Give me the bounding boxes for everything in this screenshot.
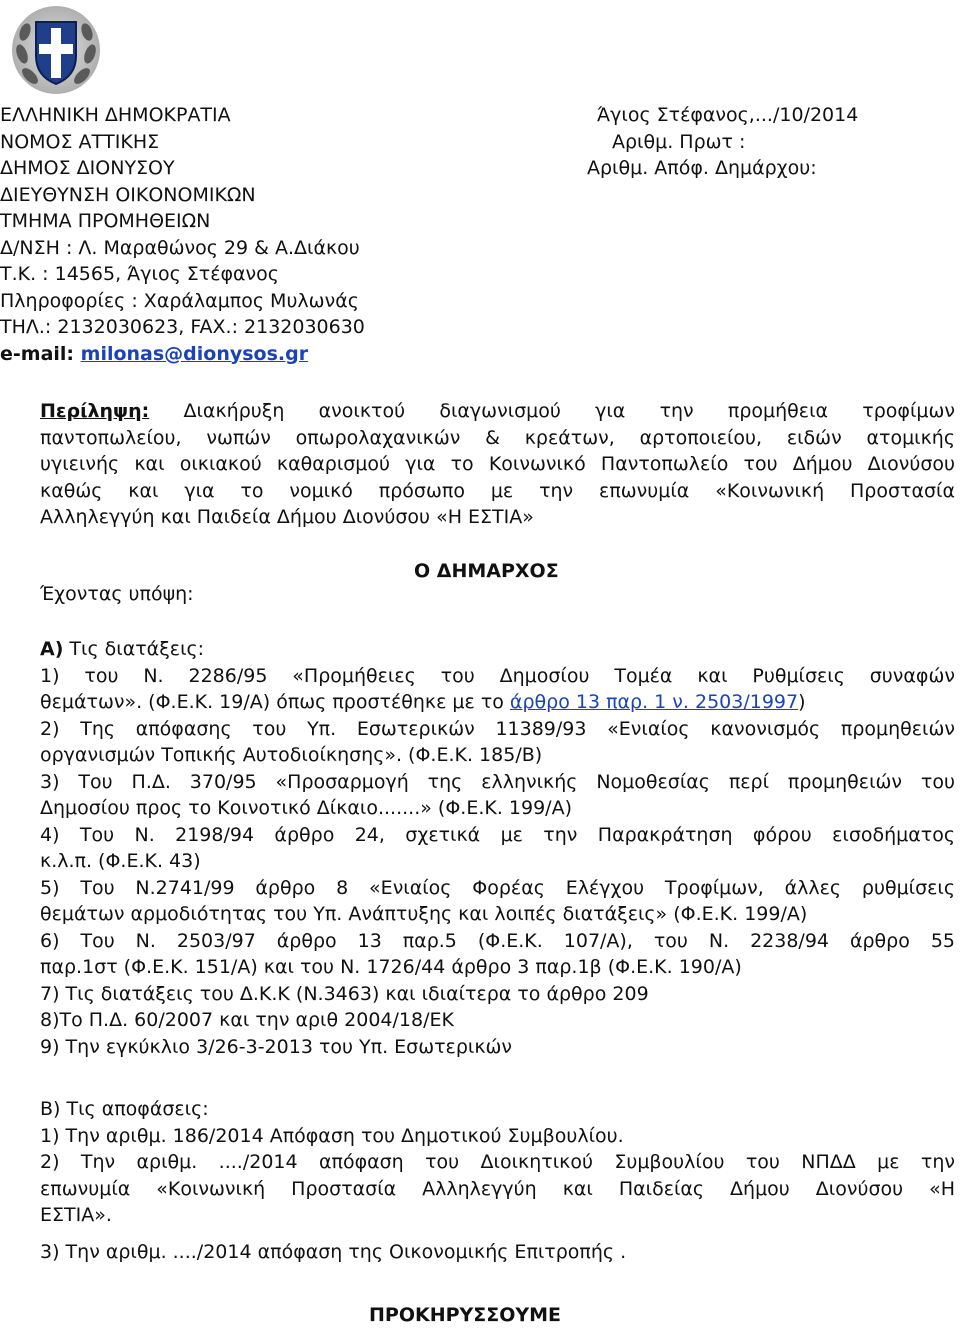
decision-item: 1) Την αριθμ. 186/2014 Απόφαση του Δημοτικού Συμβουλίου.: [40, 1124, 624, 1147]
law-item: 6) Του Ν. 2503/97 άρθρο 13 παρ.5 (Φ.Ε.Κ. 107/Α), του Ν. 2238/94 άρθρο 55: [40, 929, 955, 952]
section-b-heading: Β) Τις αποφάσεις:: [40, 1098, 209, 1120]
law-item: 1) του Ν. 2286/95 «Προμήθειες του Δημοσίου Τομέα και Ρυθμίσεις συναφών: [40, 664, 955, 687]
summary-label: Περίληψη:: [40, 400, 150, 422]
law-item: 2) Της απόφασης του Υπ. Εσωτερικών 11389/93 «Ενιαίος κανονισμός προμηθειών: [40, 717, 955, 740]
decision-item: ΕΣΤΙΑ».: [40, 1204, 112, 1226]
law-item: παρ.1στ (Φ.Ε.Κ. 151/Α) και του Ν. 1726/44 άρθρο 3 παρ.1β (Φ.Ε.Κ. 190/Α): [40, 956, 742, 978]
greek-coat-of-arms-icon: [10, 4, 102, 96]
decision-item: επωνυμία «Κοινωνική Προστασία Αλληλεγγύη και Παιδείας Δήμου Διονύσου «Η: [40, 1177, 955, 1200]
summary-line: καθώς και για το νομικό πρόσωπο με την επωνυμία «Κοινωνική Προστασία: [40, 479, 955, 502]
summary-line: παντοπωλείου, νωπών οπωρολαχανικών & κρεάτων, αρτοποιείου, ειδών ατομικής: [40, 426, 955, 449]
decision-item: 3) Την αριθμ. ..../2014 απόφαση της Οικονομικής Επιτροπής .: [40, 1241, 627, 1263]
law-item: κ.λ.π. (Φ.Ε.Κ. 43): [40, 850, 201, 872]
email-label: e-mail:: [0, 342, 81, 365]
place-date: Άγιος Στέφανος,.../10/2014: [597, 104, 859, 126]
protocol-number: Αριθμ. Πρωτ :: [612, 130, 746, 153]
header-line: ΤΜΗΜΑ ΠΡΟΜΗΘΕΙΩΝ: [0, 210, 211, 232]
email-line: [0, 341, 365, 368]
section-a-heading: Α) Τις διατάξεις:: [40, 638, 205, 660]
mayor-title: Ο ΔΗΜΑΡΧΟΣ: [414, 560, 559, 582]
law-item: οργανισμών Τοπικής Αυτοδιοίκησης». (Φ.Ε.Κ. 185/Β): [40, 744, 543, 766]
header-line: ΕΛΛΗΝΙΚΗ ΔΗΜΟΚΡΑΤΙΑ: [0, 104, 231, 126]
law-item: 5) Του Ν.2741/99 άρθρο 8 «Ενιαίος Φορέας Ελέγχου Τροφίμων, άλλες ρυθμίσεις: [40, 876, 955, 899]
header-line: Δ/ΝΣΗ : Λ. Μαραθώνος 29 & Α.Διάκου: [0, 236, 360, 259]
law-item: θεμάτων». (Φ.Ε.Κ. 19/Α) όπως προστέθηκε με το άρθρο 13 παρ. 1 ν. 2503/1997): [40, 691, 806, 713]
summary-line: Περίληψη: Διακήρυξη ανοικτού διαγωνισμού για την προμήθεια τροφίμων: [40, 400, 955, 422]
sender-block: [0, 102, 365, 367]
header-line: ΔΙΕΥΘΥΝΣΗ ΟΙΚΟΝΟΜΙΚΩΝ: [0, 183, 256, 206]
law-item: 7) Τις διατάξεις του Δ.Κ.Κ (Ν.3463) και ιδιαίτερα το άρθρο 209: [40, 982, 649, 1005]
header-line: ΤΗΛ.: 2132030623, FAX.: 2132030630: [0, 316, 365, 338]
having-regard: Έχοντας υπόψη:: [40, 583, 194, 605]
law-link[interactable]: άρθρο 13 παρ. 1 ν. 2503/1997: [509, 691, 799, 713]
law-item: Δημοσίου προς το Κοινοτικό Δίκαιο.......» (Φ.Ε.Κ. 199/Α): [40, 797, 572, 819]
summary-line: Αλληλεγγύη και Παιδεία Δήμου Διονύσου «Η ΕΣΤΙΑ»: [40, 506, 534, 528]
decision-number: Αριθμ. Απόφ. Δημάρχου:: [587, 157, 817, 179]
law-item: 3) Του Π.Δ. 370/95 «Προσαρμογή της ελληνικής Νομοθεσίας περί προμηθειών του: [40, 770, 955, 793]
summary-line: υγιεινής και οικιακού καθαρισμού για το Κοινωνικό Παντοπωλείο του Δήμου Διονύσου: [40, 453, 955, 475]
header-line: ΝΟΜΟΣ ΑΤΤΙΚΗΣ: [0, 130, 160, 153]
email-link[interactable]: milonas@dionysos.gr: [80, 342, 309, 365]
law-item: θεμάτων αρμοδιότητας του Υπ. Ανάπτυξης και λοιπές διατάξεις» (Φ.Ε.Κ. 199/Α): [40, 903, 808, 925]
law-item: 9) Την εγκύκλιο 3/26-3-2013 του Υπ. Εσωτερικών: [40, 1035, 513, 1058]
header-line: Πληροφορίες : Χαράλαμπος Μυλωνάς: [0, 289, 359, 312]
header-line: ΔΗΜΟΣ ΔΙΟΝΥΣΟΥ: [0, 157, 175, 179]
law-item: 4) Του Ν. 2198/94 άρθρο 24, σχετικά με την Παρακράτηση φόρου εισοδήματος: [40, 823, 955, 846]
decision-item: 2) Την αριθμ. ..../2014 απόφαση του Διοικητικού Συμβουλίου του ΝΠΔΔ με την: [40, 1151, 955, 1173]
law-item: 8)Το Π.Δ. 60/2007 και την αριθ 2004/18/ΕΚ: [40, 1009, 454, 1031]
proclaim-heading: ΠΡΟΚΗΡΥΣΣΟΥΜΕ: [369, 1304, 562, 1326]
header-line: Τ.Κ. : 14565, Άγιος Στέφανος: [0, 263, 279, 285]
